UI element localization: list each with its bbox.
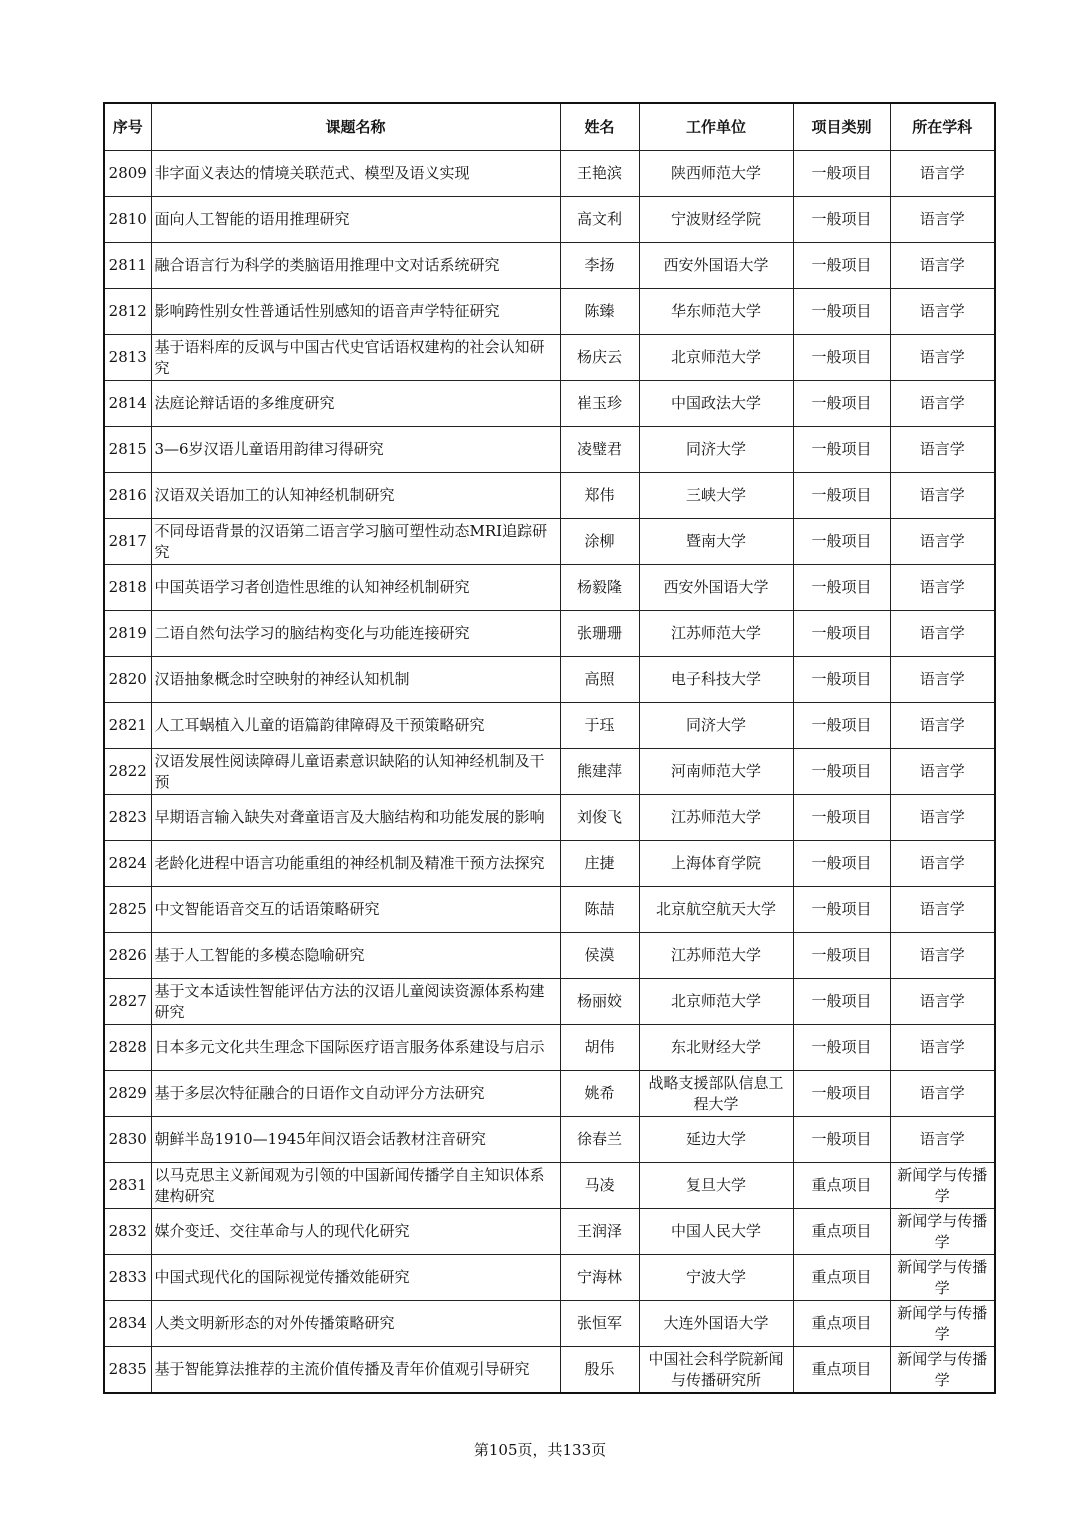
cell-work-unit: 宁波财经学院 bbox=[639, 197, 793, 243]
cell-project-category: 一般项目 bbox=[793, 611, 890, 657]
cell-serial-no: 2835 bbox=[104, 1347, 151, 1394]
cell-name: 熊建萍 bbox=[560, 749, 639, 795]
table-row bbox=[104, 197, 995, 243]
cell-subject: 语言学 bbox=[890, 151, 995, 197]
cell-work-unit: 中国人民大学 bbox=[639, 1209, 793, 1255]
cell-name: 侯漠 bbox=[560, 933, 639, 979]
cell-project-title: 基于语料库的反讽与中国古代史官话语权建构的社会认知研究 bbox=[151, 335, 560, 381]
table-row bbox=[104, 1255, 995, 1301]
cell-serial-no: 2819 bbox=[104, 611, 151, 657]
table-row bbox=[104, 1117, 995, 1163]
cell-project-title: 汉语抽象概念时空映射的神经认知机制 bbox=[151, 657, 560, 703]
cell-name: 胡伟 bbox=[560, 1025, 639, 1071]
cell-subject: 新闻学与传播学 bbox=[890, 1347, 995, 1394]
table-row bbox=[104, 243, 995, 289]
cell-project-title: 基于人工智能的多模态隐喻研究 bbox=[151, 933, 560, 979]
cell-serial-no: 2813 bbox=[104, 335, 151, 381]
cell-work-unit: 河南师范大学 bbox=[639, 749, 793, 795]
cell-work-unit: 复旦大学 bbox=[639, 1163, 793, 1209]
cell-serial-no: 2824 bbox=[104, 841, 151, 887]
cell-project-category: 一般项目 bbox=[793, 749, 890, 795]
cell-project-category: 重点项目 bbox=[793, 1163, 890, 1209]
cell-subject: 语言学 bbox=[890, 749, 995, 795]
table-row bbox=[104, 335, 995, 381]
cell-name: 崔玉珍 bbox=[560, 381, 639, 427]
cell-name: 李扬 bbox=[560, 243, 639, 289]
table-row bbox=[104, 1025, 995, 1071]
table-row bbox=[104, 519, 995, 565]
cell-serial-no: 2811 bbox=[104, 243, 151, 289]
cell-serial-no: 2830 bbox=[104, 1117, 151, 1163]
cell-serial-no: 2823 bbox=[104, 795, 151, 841]
cell-name: 郑伟 bbox=[560, 473, 639, 519]
cell-project-category: 一般项目 bbox=[793, 519, 890, 565]
cell-project-title: 汉语发展性阅读障碍儿童语素意识缺陷的认知神经机制及干预 bbox=[151, 749, 560, 795]
cell-subject: 语言学 bbox=[890, 1071, 995, 1117]
cell-name: 陈臻 bbox=[560, 289, 639, 335]
cell-work-unit: 江苏师范大学 bbox=[639, 933, 793, 979]
table-row bbox=[104, 749, 995, 795]
cell-work-unit: 同济大学 bbox=[639, 703, 793, 749]
cell-work-unit: 延边大学 bbox=[639, 1117, 793, 1163]
cell-work-unit: 陕西师范大学 bbox=[639, 151, 793, 197]
cell-subject: 语言学 bbox=[890, 381, 995, 427]
cell-project-title: 老龄化进程中语言功能重组的神经机制及精准干预方法探究 bbox=[151, 841, 560, 887]
cell-serial-no: 2828 bbox=[104, 1025, 151, 1071]
cell-project-title: 基于文本适读性智能评估方法的汉语儿童阅读资源体系构建研究 bbox=[151, 979, 560, 1025]
cell-subject: 新闻学与传播学 bbox=[890, 1209, 995, 1255]
cell-serial-no: 2829 bbox=[104, 1071, 151, 1117]
cell-name: 王润泽 bbox=[560, 1209, 639, 1255]
cell-subject: 语言学 bbox=[890, 243, 995, 289]
cell-project-category: 一般项目 bbox=[793, 381, 890, 427]
header-serial-no: 序号 bbox=[104, 103, 151, 151]
table-row bbox=[104, 1347, 995, 1394]
cell-serial-no: 2833 bbox=[104, 1255, 151, 1301]
cell-project-category: 一般项目 bbox=[793, 473, 890, 519]
cell-project-title: 中国英语学习者创造性思维的认知神经机制研究 bbox=[151, 565, 560, 611]
cell-subject: 语言学 bbox=[890, 933, 995, 979]
cell-work-unit: 同济大学 bbox=[639, 427, 793, 473]
cell-project-title: 不同母语背景的汉语第二语言学习脑可塑性动态MRI追踪研究 bbox=[151, 519, 560, 565]
cell-subject: 新闻学与传播学 bbox=[890, 1255, 995, 1301]
cell-name: 庄捷 bbox=[560, 841, 639, 887]
cell-project-title: 汉语双关语加工的认知神经机制研究 bbox=[151, 473, 560, 519]
cell-name: 杨庆云 bbox=[560, 335, 639, 381]
table-row bbox=[104, 795, 995, 841]
cell-subject: 语言学 bbox=[890, 611, 995, 657]
cell-subject: 新闻学与传播学 bbox=[890, 1301, 995, 1347]
cell-project-category: 一般项目 bbox=[793, 703, 890, 749]
cell-work-unit: 北京师范大学 bbox=[639, 335, 793, 381]
cell-name: 高文利 bbox=[560, 197, 639, 243]
cell-project-title: 法庭论辩话语的多维度研究 bbox=[151, 381, 560, 427]
cell-name: 高照 bbox=[560, 657, 639, 703]
cell-name: 马凌 bbox=[560, 1163, 639, 1209]
cell-serial-no: 2821 bbox=[104, 703, 151, 749]
cell-name: 张恒军 bbox=[560, 1301, 639, 1347]
cell-subject: 语言学 bbox=[890, 1117, 995, 1163]
cell-work-unit: 华东师范大学 bbox=[639, 289, 793, 335]
cell-project-title: 朝鲜半岛1910—1945年间汉语会话教材注音研究 bbox=[151, 1117, 560, 1163]
cell-project-title: 人工耳蜗植入儿童的语篇韵律障碍及干预策略研究 bbox=[151, 703, 560, 749]
cell-serial-no: 2812 bbox=[104, 289, 151, 335]
cell-serial-no: 2825 bbox=[104, 887, 151, 933]
table-row bbox=[104, 841, 995, 887]
cell-project-title: 以马克思主义新闻观为引领的中国新闻传播学自主知识体系建构研究 bbox=[151, 1163, 560, 1209]
cell-name: 杨毅隆 bbox=[560, 565, 639, 611]
cell-subject: 新闻学与传播学 bbox=[890, 1163, 995, 1209]
cell-subject: 语言学 bbox=[890, 703, 995, 749]
table-row bbox=[104, 427, 995, 473]
cell-project-title: 二语自然句法学习的脑结构变化与功能连接研究 bbox=[151, 611, 560, 657]
cell-serial-no: 2818 bbox=[104, 565, 151, 611]
cell-project-title: 早期语言输入缺失对聋童语言及大脑结构和功能发展的影响 bbox=[151, 795, 560, 841]
cell-project-category: 一般项目 bbox=[793, 841, 890, 887]
cell-work-unit: 电子科技大学 bbox=[639, 657, 793, 703]
table-row bbox=[104, 703, 995, 749]
cell-project-category: 一般项目 bbox=[793, 979, 890, 1025]
cell-project-title: 非字面义表达的情境关联范式、模型及语义实现 bbox=[151, 151, 560, 197]
cell-serial-no: 2816 bbox=[104, 473, 151, 519]
cell-serial-no: 2822 bbox=[104, 749, 151, 795]
cell-work-unit: 暨南大学 bbox=[639, 519, 793, 565]
table-row bbox=[104, 381, 995, 427]
cell-project-category: 一般项目 bbox=[793, 933, 890, 979]
cell-project-category: 一般项目 bbox=[793, 289, 890, 335]
header-work-unit: 工作单位 bbox=[639, 103, 793, 151]
cell-project-title: 基于多层次特征融合的日语作文自动评分方法研究 bbox=[151, 1071, 560, 1117]
project-table bbox=[103, 102, 996, 1394]
table-row bbox=[104, 887, 995, 933]
cell-project-title: 中文智能语音交互的话语策略研究 bbox=[151, 887, 560, 933]
cell-work-unit: 西安外国语大学 bbox=[639, 565, 793, 611]
cell-name: 凌璧君 bbox=[560, 427, 639, 473]
cell-subject: 语言学 bbox=[890, 473, 995, 519]
cell-project-category: 一般项目 bbox=[793, 427, 890, 473]
cell-project-title: 人类文明新形态的对外传播策略研究 bbox=[151, 1301, 560, 1347]
cell-name: 姚希 bbox=[560, 1071, 639, 1117]
cell-subject: 语言学 bbox=[890, 289, 995, 335]
cell-project-category: 重点项目 bbox=[793, 1209, 890, 1255]
cell-project-title: 基于智能算法推荐的主流价值传播及青年价值观引导研究 bbox=[151, 1347, 560, 1394]
cell-serial-no: 2814 bbox=[104, 381, 151, 427]
cell-project-category: 一般项目 bbox=[793, 887, 890, 933]
cell-subject: 语言学 bbox=[890, 887, 995, 933]
cell-project-title: 媒介变迁、交往革命与人的现代化研究 bbox=[151, 1209, 560, 1255]
cell-serial-no: 2809 bbox=[104, 151, 151, 197]
table-row bbox=[104, 1071, 995, 1117]
cell-subject: 语言学 bbox=[890, 427, 995, 473]
cell-work-unit: 中国政法大学 bbox=[639, 381, 793, 427]
header-project-title: 课题名称 bbox=[151, 103, 560, 151]
cell-name: 刘俊飞 bbox=[560, 795, 639, 841]
cell-subject: 语言学 bbox=[890, 1025, 995, 1071]
table-row bbox=[104, 611, 995, 657]
cell-subject: 语言学 bbox=[890, 795, 995, 841]
table-row bbox=[104, 657, 995, 703]
cell-project-title: 中国式现代化的国际视觉传播效能研究 bbox=[151, 1255, 560, 1301]
cell-name: 张珊珊 bbox=[560, 611, 639, 657]
cell-project-title: 影响跨性别女性普通话性别感知的语音声学特征研究 bbox=[151, 289, 560, 335]
cell-name: 宁海林 bbox=[560, 1255, 639, 1301]
table-row bbox=[104, 1209, 995, 1255]
cell-serial-no: 2820 bbox=[104, 657, 151, 703]
header-name: 姓名 bbox=[560, 103, 639, 151]
cell-name: 杨丽姣 bbox=[560, 979, 639, 1025]
page-footer: 第105页，共133页 bbox=[473, 1441, 607, 1459]
cell-project-category: 一般项目 bbox=[793, 657, 890, 703]
cell-work-unit: 江苏师范大学 bbox=[639, 795, 793, 841]
cell-project-title: 融合语言行为科学的类脑语用推理中文对话系统研究 bbox=[151, 243, 560, 289]
cell-project-title: 面向人工智能的语用推理研究 bbox=[151, 197, 560, 243]
cell-work-unit: 上海体育学院 bbox=[639, 841, 793, 887]
cell-work-unit: 东北财经大学 bbox=[639, 1025, 793, 1071]
cell-name: 于珏 bbox=[560, 703, 639, 749]
cell-work-unit: 大连外国语大学 bbox=[639, 1301, 793, 1347]
cell-project-category: 一般项目 bbox=[793, 565, 890, 611]
cell-project-title: 3—6岁汉语儿童语用韵律习得研究 bbox=[151, 427, 560, 473]
cell-project-category: 一般项目 bbox=[793, 151, 890, 197]
table-row bbox=[104, 1163, 995, 1209]
cell-project-category: 一般项目 bbox=[793, 1117, 890, 1163]
cell-serial-no: 2832 bbox=[104, 1209, 151, 1255]
table-row bbox=[104, 289, 995, 335]
header-subject: 所在学科 bbox=[890, 103, 995, 151]
cell-project-category: 重点项目 bbox=[793, 1255, 890, 1301]
table-header-row bbox=[104, 103, 995, 151]
cell-serial-no: 2834 bbox=[104, 1301, 151, 1347]
table-row bbox=[104, 473, 995, 519]
table-body bbox=[104, 151, 995, 1394]
table-row bbox=[104, 151, 995, 197]
cell-subject: 语言学 bbox=[890, 565, 995, 611]
cell-serial-no: 2827 bbox=[104, 979, 151, 1025]
cell-serial-no: 2831 bbox=[104, 1163, 151, 1209]
cell-serial-no: 2810 bbox=[104, 197, 151, 243]
cell-project-category: 一般项目 bbox=[793, 197, 890, 243]
cell-project-category: 重点项目 bbox=[793, 1301, 890, 1347]
cell-work-unit: 西安外国语大学 bbox=[639, 243, 793, 289]
cell-project-category: 一般项目 bbox=[793, 1071, 890, 1117]
cell-work-unit: 宁波大学 bbox=[639, 1255, 793, 1301]
cell-name: 王艳滨 bbox=[560, 151, 639, 197]
cell-project-category: 一般项目 bbox=[793, 795, 890, 841]
cell-subject: 语言学 bbox=[890, 657, 995, 703]
table-row bbox=[104, 933, 995, 979]
cell-serial-no: 2826 bbox=[104, 933, 151, 979]
cell-work-unit: 江苏师范大学 bbox=[639, 611, 793, 657]
cell-work-unit: 北京航空航天大学 bbox=[639, 887, 793, 933]
cell-serial-no: 2815 bbox=[104, 427, 151, 473]
table-row bbox=[104, 565, 995, 611]
cell-work-unit: 战略支援部队信息工程大学 bbox=[639, 1071, 793, 1117]
cell-name: 涂柳 bbox=[560, 519, 639, 565]
table-row bbox=[104, 1301, 995, 1347]
cell-project-title: 日本多元文化共生理念下国际医疗语言服务体系建设与启示 bbox=[151, 1025, 560, 1071]
cell-name: 陈喆 bbox=[560, 887, 639, 933]
cell-project-category: 一般项目 bbox=[793, 335, 890, 381]
cell-subject: 语言学 bbox=[890, 841, 995, 887]
cell-work-unit: 中国社会科学院新闻与传播研究所 bbox=[639, 1347, 793, 1394]
cell-project-category: 一般项目 bbox=[793, 243, 890, 289]
cell-subject: 语言学 bbox=[890, 979, 995, 1025]
cell-work-unit: 北京师范大学 bbox=[639, 979, 793, 1025]
cell-name: 徐春兰 bbox=[560, 1117, 639, 1163]
cell-subject: 语言学 bbox=[890, 335, 995, 381]
cell-name: 殷乐 bbox=[560, 1347, 639, 1394]
cell-subject: 语言学 bbox=[890, 197, 995, 243]
cell-work-unit: 三峡大学 bbox=[639, 473, 793, 519]
header-project-category: 项目类别 bbox=[793, 103, 890, 151]
cell-subject: 语言学 bbox=[890, 519, 995, 565]
cell-serial-no: 2817 bbox=[104, 519, 151, 565]
cell-project-category: 重点项目 bbox=[793, 1347, 890, 1394]
table-row bbox=[104, 979, 995, 1025]
cell-project-category: 一般项目 bbox=[793, 1025, 890, 1071]
